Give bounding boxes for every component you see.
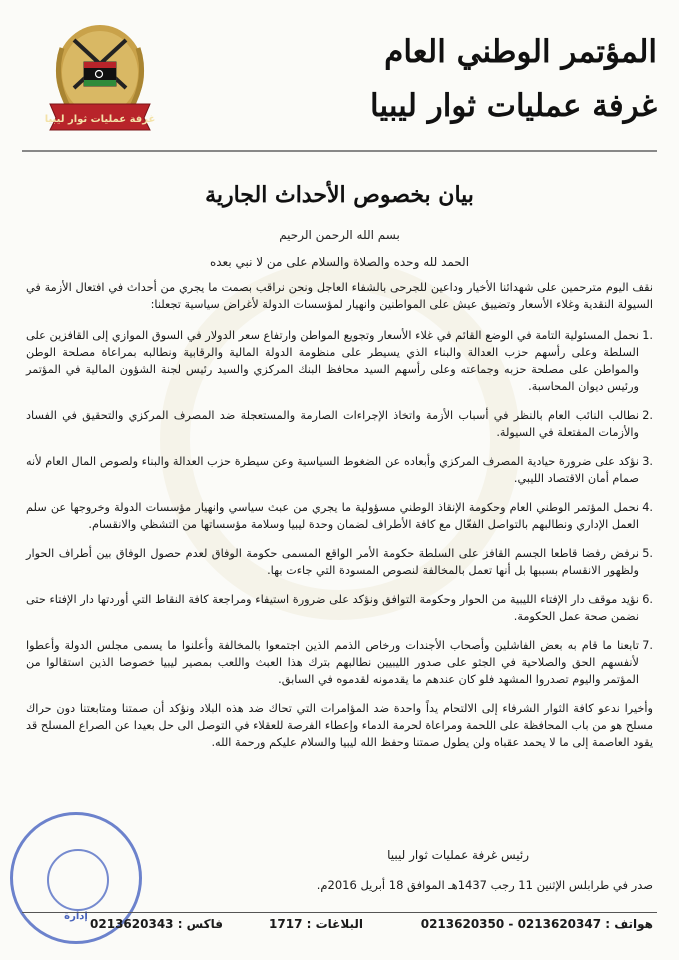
list-item: 2. نطالب النائب العام بالنظر في أسباب الأزمة واتخاذ الإجراءات الصارمة والمستعجلة ضد المصرف المركزي والتحقيق في الفساد والأزمات المفتعلة في السيولة. xyxy=(26,409,653,439)
list-item: 6. نؤيد موقف دار الإفتاء الليبية من الحوار وحكومة التوافق ونؤكد على ضرورة استيفاء ومراجعة كافة النقاط التي أوردتها دار الإفتاء حتى نضمن صحة عمل الحكومة. xyxy=(26,593,653,623)
organization-logo xyxy=(40,18,160,138)
intro-paragraph: نقف اليوم مترحمين على شهدائنا الأخيار وداعين للجرحى بالشفاء العاجل ونحن نراقب بصمت ما يجري من أحداث في افتعال الأزمة في السيولة النقدية وغلاء الأسعار وتضييق عيش على المواطنين وانهيار لمؤسسات الدولة لأغراض سياسية تجعلنا: xyxy=(26,281,653,311)
document-title: بيان بخصوص الأحداث الجارية xyxy=(205,182,474,208)
opening-praise: الحمد لله وحده والصلاة والسلام على من لا نبي بعده xyxy=(209,255,470,269)
phone-numbers: هواتف : 0213620347 - 0213620350 xyxy=(420,917,653,931)
list-item: 3. نؤكد على ضرورة حيادية المصرف المركزي وأبعاده عن الضغوط السياسية وعن سيطرة حزب العدالة والبناء ولصوص المال العام لأنه صمام أمان الاقتصاد الليبي. xyxy=(26,455,653,485)
organization-unit: غرفة عمليات ثوار ليبيا xyxy=(370,88,657,124)
stamp-emblem xyxy=(47,849,109,911)
reports-number: البلاغات : 1717 xyxy=(269,917,363,931)
bismillah: بسم الله الرحمن الرحيم xyxy=(279,228,400,242)
list-item: 4. نحمل المؤتمر الوطني العام وحكومة الإنقاذ الوطني مسؤولية ما يجري من عبث سياسي وانهيار مؤسسات الدولة وخروجها عن سلم العمل الإداري ونطالبهم بالتواصل الفعّال مع كافة الأطراف لضمان وحدة ليبيا وسلامة مؤسساتها من التشظي والانقسام. xyxy=(26,501,653,531)
footer-divider xyxy=(22,912,657,913)
logo-banner-text: غرفة عمليات ثوار ليبيا xyxy=(44,114,156,125)
issue-date: صدر في طرابلس الإثنين 11 رجب 1437هـ الموافق 18 أبريل 2016م. xyxy=(316,878,653,892)
list-item: 1. نحمل المسئولية التامة في الوضع القائم في غلاء الأسعار وتجويع المواطن وارتفاع سعر الدولار في السوق الموازي إلى القافزين على السلطة وعلى رأسهم حزب العدالة والبناء الذي يسيطر على منظومة الدولة المالية والرقابية ونطالبه بمراعاة مصلحة الوطن والمواطن على مصلحة حزبه وجماعته وعلى رأسهم السيد محافظ البنك المركزي والسيد رئيس لجنة الشؤون المالية في المؤتمر ورئيس ديوان المحاسبة. xyxy=(26,329,653,393)
list-item: 5. نرفض رفضا قاطعا الجسم القافز على السلطة حكومة الأمر الواقع المسمى حكومة الوفاق لعدم حصول الوفاق بين أطراف الحوار ولظهور الانقسام بسببها بل أنها تعمل بالمخالفة لنصوص المسودة التي جاءت بها. xyxy=(26,547,653,577)
stamp-text: إدارة xyxy=(64,911,88,922)
header-divider xyxy=(22,150,657,152)
statement-body xyxy=(26,279,653,751)
organization-name: المؤتمر الوطني العام xyxy=(384,34,657,70)
statement-points xyxy=(26,327,653,688)
closing-paragraph: وأخيرا ندعو كافة الثوار الشرفاء إلى الالتحام يداً واحدة ضد المؤامرات التي تحاك ضد هذه البلاد ونؤكد أن صمتنا ومتابعتنا دون حراك مسلح هو من باب المحافظة على اللحمة ومراعاة لحرمة الدماء وإعطاء الفرصة للعقلاء في التوصل الى حل بعيدا عن الصراع المسلح قد يقود العاصمة إلى ما لا يحمد عقباه ولن يطول صمتنا وحفظ الله ليبيا والسلام عليكم ورحمة الله. xyxy=(26,702,653,749)
fax-number: فاكس : 0213620343 xyxy=(90,917,223,931)
contact-footer xyxy=(26,917,653,937)
signature-line: رئيس غرفة عمليات ثوار ليبيا xyxy=(387,848,529,862)
list-item: 7. تابعنا ما قام به بعض الفاشلين وأصحاب الأجندات ورخاص الذمم الذين اجتمعوا بالمخالفة وأعلنوا ما يسمى مجلس الدولة وأعطوا لأنفسهم الحق والصلاحية في الجثو على صدور الليبيين نطالبهم بترك هذا العبث واللعب بمصير ليبيا خصوصا الذين استقالوا من المؤتمر واليوم تصدروا المشهد فلو كان عندهم ما يقدمونه لقدموه في السابق. xyxy=(26,639,653,686)
